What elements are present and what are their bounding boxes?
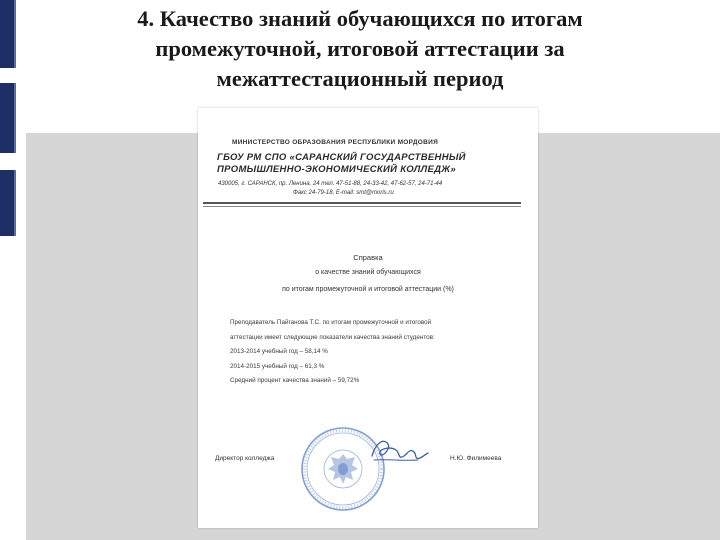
scanned-document (198, 108, 538, 528)
body-line: аттестации имеет следующие показатели качества знаний студентов: (230, 333, 435, 341)
letterhead-org-line: ГБОУ РМ СПО «САРАНСКИЙ ГОСУДАРСТВЕННЫЙ (217, 152, 466, 163)
slide-title-line: промежуточной, итоговой аттестации за (155, 36, 565, 61)
document-subtitle: по итогам промежуточной и итоговой аттестации (%) (282, 286, 454, 293)
document-body (230, 316, 530, 389)
slide-title-line: 4. Качество знаний обучающихся по итогам (137, 6, 583, 31)
body-line: Преподаватель Пайганова Т.С. по итогам промежуточной и итоговой (230, 319, 432, 326)
letterhead-org-line: ПРОМЫШЛЕННО-ЭКОНОМИЧЕСКИЙ КОЛЛЕДЖ» (217, 164, 456, 175)
address-line: 430005, г. САРАНСК, пр. Ленина, 24 тел. 47-51-88, 24-33-42, 47-62-57, 24-71-44 (218, 181, 443, 187)
left-accent-bar (0, 83, 16, 153)
letterhead-address (218, 180, 442, 198)
body-line: 2013-2014 учебный год – 58,14 % (230, 348, 328, 355)
body-line: Средний процент качества знаний – 59,72% (230, 377, 360, 384)
slide-title (40, 4, 680, 94)
letterhead-ministry: МИНИСТЕРСТВО ОБРАЗОВАНИЯ РЕСПУБЛИКИ МОРДОВИЯ (232, 139, 439, 146)
signatory-position: Директор колледжа (215, 455, 275, 462)
letterhead-organization (217, 152, 466, 176)
signatory-name: Н.Ю. Филимеева (450, 455, 502, 462)
document-title: Справка (353, 253, 383, 262)
body-line: 2014-2015 учебный год – 61,3 % (230, 362, 325, 370)
slide-title-line: межаттестационный период (216, 66, 504, 91)
left-accent-bar (0, 170, 16, 236)
document-subtitle: о качестве знаний обучающихся (315, 269, 421, 276)
letterhead-divider (203, 202, 521, 204)
letterhead-divider (203, 206, 521, 207)
address-line: Факс 24-79-18, E-mail: smt@moris.ru (293, 190, 394, 196)
left-accent-bar (0, 0, 16, 68)
signature-icon (368, 434, 430, 468)
